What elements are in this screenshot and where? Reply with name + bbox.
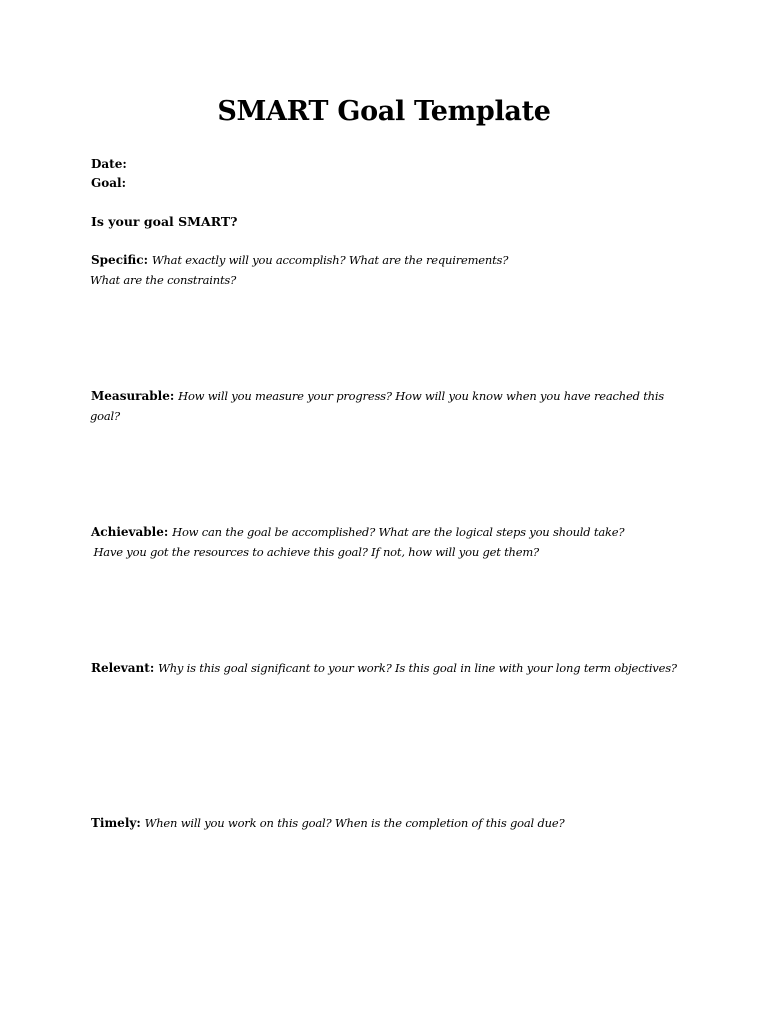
smart-question-heading — [91, 212, 238, 232]
page-title: SMART Goal Template — [217, 96, 551, 127]
relevant-question-line1: Why is this goal significant to your work? Is this goal in line with your long term objectives? — [158, 661, 677, 675]
measurable-question-line2: goal? — [90, 409, 120, 423]
date-label: Date: — [91, 157, 127, 171]
section-achievable — [91, 522, 624, 542]
relevant-label: Relevant: — [91, 661, 155, 675]
specific-label: Specific: — [91, 253, 149, 267]
measurable-label: Measurable: — [91, 389, 175, 403]
achievable-question-line1: How can the goal be accomplished? What are the logical steps you should take? — [172, 525, 625, 539]
specific-question-line2: What are the constraints? — [90, 273, 237, 287]
goal-label: Goal: — [91, 176, 127, 190]
specific-question-line1: What exactly will you accomplish? What are the requirements? — [151, 253, 509, 267]
date-field — [91, 154, 127, 174]
section-relevant — [91, 658, 677, 678]
section-specific — [91, 250, 508, 270]
timely-label: Timely: — [91, 816, 141, 830]
achievable-label: Achievable: — [91, 525, 169, 539]
goal-field — [91, 173, 126, 193]
section-timely — [91, 813, 564, 833]
measurable-question-line1: How will you measure your progress? How will you know when you have reached this — [178, 389, 664, 403]
section-measurable — [91, 386, 664, 406]
timely-question-line1: When will you work on this goal? When is the completion of this goal due? — [144, 816, 565, 830]
achievable-question-line2: Have you got the resources to achieve this goal? If not, how will you get them? — [90, 545, 540, 559]
smart-question-text: Is your goal SMART? — [91, 214, 238, 229]
